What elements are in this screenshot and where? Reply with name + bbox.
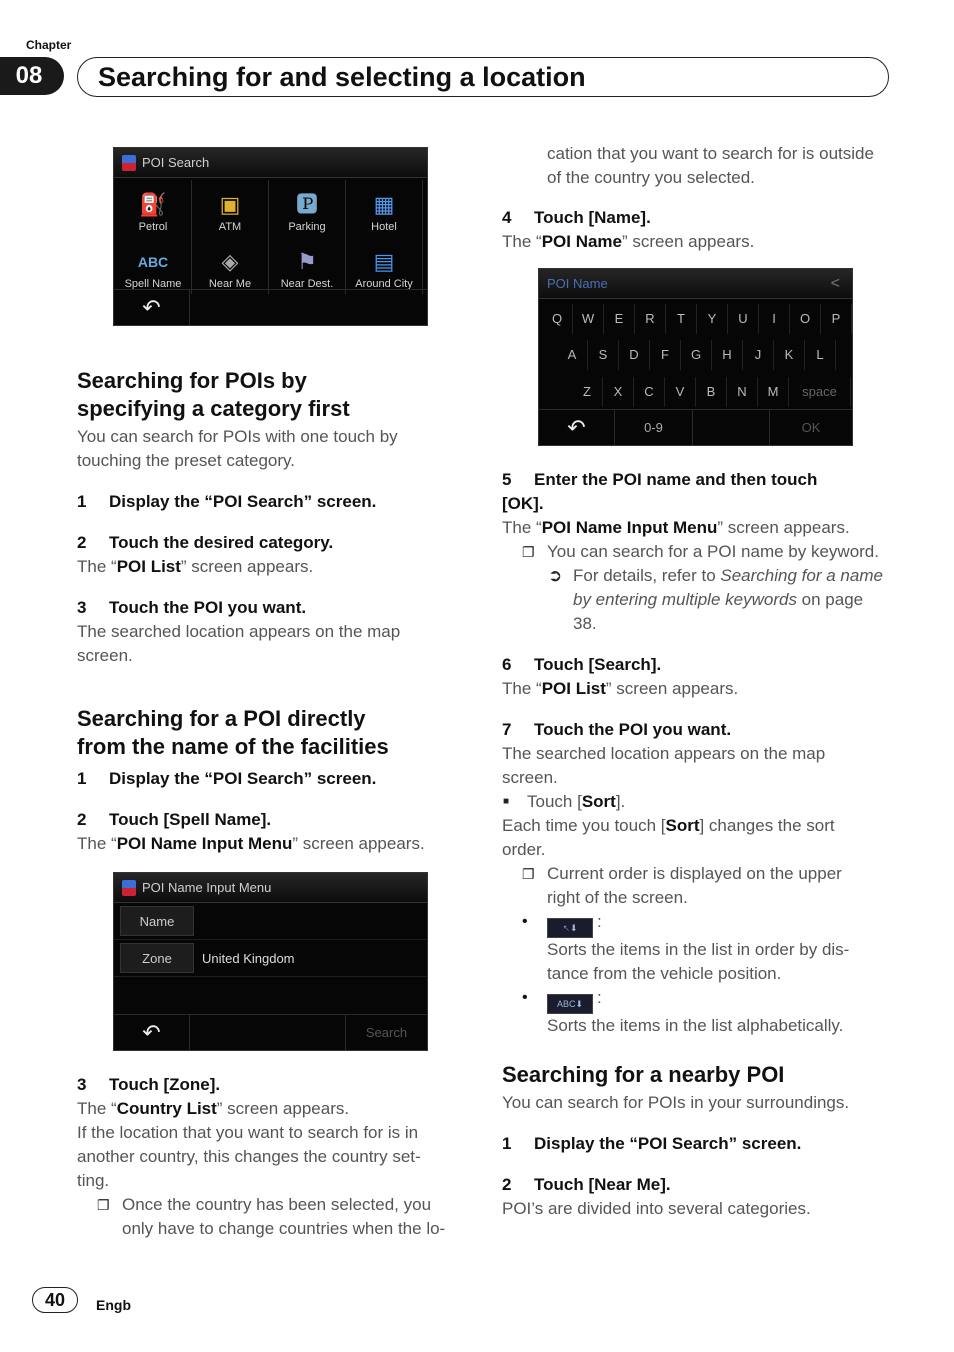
step-2: 2 Touch the desired category. bbox=[77, 533, 334, 552]
poi-name-input-screenshot bbox=[113, 872, 428, 1051]
chapter-label: Chapter bbox=[26, 38, 72, 52]
parking-icon: 🅿 bbox=[295, 192, 318, 217]
poi-search-screenshot bbox=[113, 147, 428, 326]
distance-sort-icon: ↖⬇ bbox=[547, 918, 593, 938]
step-3-detail: If the location that you want to search for is in another country, this changes the country set- ting. bbox=[77, 1123, 421, 1190]
zone-button[interactable]: Zone bbox=[120, 943, 194, 973]
key-n[interactable]: N bbox=[727, 377, 758, 407]
section-heading: Searching for POIs by specifying a category first bbox=[77, 368, 350, 421]
alphabetical-sort-icon: ABC⬇ bbox=[547, 994, 593, 1014]
step-1: 1 Display the “POI Search” screen. bbox=[77, 492, 377, 511]
step-4: 4 Touch [Name]. bbox=[502, 208, 651, 227]
chapter-title-box bbox=[77, 57, 889, 97]
key-t[interactable]: T bbox=[666, 304, 697, 334]
checkbox-icon: ❐ bbox=[522, 544, 535, 560]
key-h[interactable]: H bbox=[712, 340, 743, 370]
near-me-icon: ◈ bbox=[221, 249, 239, 274]
key-j[interactable]: J bbox=[743, 340, 774, 370]
category-petrol[interactable]: ⛽ Petrol bbox=[115, 180, 192, 237]
numbers-button[interactable]: 0-9 bbox=[615, 410, 693, 446]
section-intro: You can search for POIs with one touch by touching the preset category. bbox=[77, 427, 398, 470]
section-heading: Searching for a nearby POI bbox=[502, 1062, 785, 1087]
flag-icon bbox=[122, 880, 136, 896]
step-2: 2 Touch [Near Me]. bbox=[502, 1175, 671, 1194]
key-q[interactable]: Q bbox=[542, 304, 573, 334]
atm-icon: ▣ bbox=[219, 192, 241, 217]
key-u[interactable]: U bbox=[728, 304, 759, 334]
step-2: 2 Touch [Spell Name]. bbox=[77, 810, 272, 829]
flag-icon bbox=[122, 155, 136, 171]
key-i[interactable]: I bbox=[759, 304, 790, 334]
square-bullet-icon: ■ bbox=[503, 796, 510, 807]
key-v[interactable]: V bbox=[665, 377, 696, 407]
step-2-result: The “POI List” screen appears. bbox=[77, 557, 314, 576]
back-arrow-icon[interactable]: ↶ bbox=[114, 290, 190, 326]
step-7-result: The searched location appears on the map screen. bbox=[502, 744, 826, 787]
step-6-result: The “POI List” screen appears. bbox=[502, 679, 739, 698]
screen-title: POI Name Input Menu bbox=[142, 880, 272, 895]
around-city-icon: ▤ bbox=[373, 249, 395, 274]
country-note: ❐ Once the country has been selected, you only have to change countries when the lo- bbox=[97, 1195, 446, 1238]
category-near-dest[interactable]: ⚑ Near Dest. bbox=[269, 237, 346, 294]
section-intro: You can search for POIs in your surroundings. bbox=[502, 1093, 850, 1112]
left-section-name bbox=[77, 705, 477, 856]
language-code: Engb bbox=[96, 1297, 131, 1313]
arrow-ref-icon: ➲ bbox=[548, 566, 563, 585]
screen-title: POI Search bbox=[142, 155, 210, 170]
key-space[interactable]: space bbox=[789, 377, 851, 407]
right-steps bbox=[502, 468, 902, 1038]
key-g[interactable]: G bbox=[681, 340, 712, 370]
step-1: 1 Display the “POI Search” screen. bbox=[502, 1134, 802, 1153]
step-3-result: The “Country List” screen appears. bbox=[77, 1099, 350, 1118]
poi-name-keyboard-screenshot bbox=[538, 268, 853, 446]
keyboard-row-1 bbox=[542, 304, 852, 334]
backspace-icon[interactable]: < bbox=[830, 274, 840, 292]
step-7: 7 Touch the POI you want. bbox=[502, 720, 732, 739]
category-near-me[interactable]: ◈ Near Me bbox=[192, 237, 269, 294]
order-note: ❐ Current order is displayed on the upper right of the screen. bbox=[522, 864, 842, 907]
left-section-category bbox=[77, 367, 477, 668]
step-3: 3 Touch [Zone]. bbox=[77, 1075, 221, 1094]
zone-value: United Kingdom bbox=[202, 950, 295, 966]
key-p[interactable]: P bbox=[821, 304, 852, 334]
key-d[interactable]: D bbox=[619, 340, 650, 370]
keyword-note: ❐ You can search for a POI name by keyword. bbox=[502, 540, 902, 564]
right-top bbox=[502, 142, 902, 254]
step-3: 3 Touch the POI you want. bbox=[77, 598, 307, 617]
key-f[interactable]: F bbox=[650, 340, 681, 370]
checkbox-icon: ❐ bbox=[97, 1197, 110, 1213]
key-s[interactable]: S bbox=[588, 340, 619, 370]
step-5: 5 Enter the POI name and then touch [OK]. bbox=[502, 470, 818, 513]
category-spell-name[interactable]: ABC Spell Name bbox=[115, 237, 192, 294]
alpha-sort-item: • ABC⬇ : Sorts the items in the list alphabetically. bbox=[522, 988, 844, 1035]
checkbox-icon: ❐ bbox=[522, 866, 535, 882]
step-4-result: The “POI Name” screen appears. bbox=[502, 232, 755, 251]
key-o[interactable]: O bbox=[790, 304, 821, 334]
reference-note: ➲ For details, refer to Searching for a name by entering multiple keywords on page 38. bbox=[548, 566, 883, 633]
step-6: 6 Touch [Search]. bbox=[502, 655, 662, 674]
fuel-pump-icon: ⛽ bbox=[139, 192, 167, 217]
key-m[interactable]: M bbox=[758, 377, 789, 407]
step-1: 1 Display the “POI Search” screen. bbox=[77, 769, 377, 788]
chapter-number: 08 bbox=[0, 57, 64, 95]
left-section-name-cont bbox=[77, 1073, 477, 1241]
distance-sort-item: • ↖⬇ : Sorts the items in the list in order by dis- tance from the vehicle position. bbox=[522, 912, 850, 983]
key-a[interactable]: A bbox=[557, 340, 588, 370]
near-dest-icon: ⚑ bbox=[297, 249, 317, 274]
keyboard-row-2 bbox=[557, 340, 836, 370]
keyboard-row-3 bbox=[572, 377, 851, 407]
back-arrow-icon[interactable]: ↶ bbox=[539, 410, 615, 446]
key-z[interactable]: Z bbox=[572, 377, 603, 407]
ok-button[interactable]: OK bbox=[801, 419, 821, 435]
sort-bullet: ■ Touch [Sort]. bbox=[502, 790, 902, 814]
hotel-icon: ▦ bbox=[373, 192, 395, 217]
key-y[interactable]: Y bbox=[697, 304, 728, 334]
key-r[interactable]: R bbox=[635, 304, 666, 334]
step-2-result: The “POI Name Input Menu” screen appears. bbox=[77, 834, 425, 853]
key-l[interactable]: L bbox=[805, 340, 836, 370]
category-hotel[interactable]: ▦ Hotel bbox=[346, 180, 423, 237]
back-arrow-icon[interactable]: ↶ bbox=[114, 1015, 190, 1051]
key-b[interactable]: B bbox=[696, 377, 727, 407]
key-k[interactable]: K bbox=[774, 340, 805, 370]
step-5-result: The “POI Name Input Menu” screen appears. bbox=[502, 518, 850, 537]
sort-description: Each time you touch [Sort] changes the sort order. bbox=[502, 816, 835, 859]
step-3-result: The searched location appears on the map screen. bbox=[77, 622, 401, 665]
continued-note: cation that you want to search for is outside of the country you selected. bbox=[547, 144, 874, 187]
step-2-result: POI’s are divided into several categories. bbox=[502, 1199, 811, 1218]
chapter-title: Searching for and selecting a location bbox=[98, 61, 586, 92]
category-around-city[interactable]: ▤ Around City bbox=[346, 237, 423, 294]
key-x[interactable]: X bbox=[603, 377, 634, 407]
right-section-nearby bbox=[502, 1061, 902, 1221]
section-heading: Searching for a POI directly from the name of the facilities bbox=[77, 706, 389, 759]
abc-icon: ABC bbox=[137, 254, 169, 270]
key-e[interactable]: E bbox=[604, 304, 635, 334]
key-w[interactable]: W bbox=[573, 304, 604, 334]
search-button[interactable]: Search bbox=[345, 1015, 427, 1051]
category-parking[interactable]: 🅿 Parking bbox=[269, 180, 346, 237]
category-atm[interactable]: ▣ ATM bbox=[192, 180, 269, 237]
page-number: 40 bbox=[32, 1287, 78, 1313]
key-c[interactable]: C bbox=[634, 377, 665, 407]
screen-title: POI Name bbox=[547, 276, 608, 291]
name-button[interactable]: Name bbox=[120, 906, 194, 936]
